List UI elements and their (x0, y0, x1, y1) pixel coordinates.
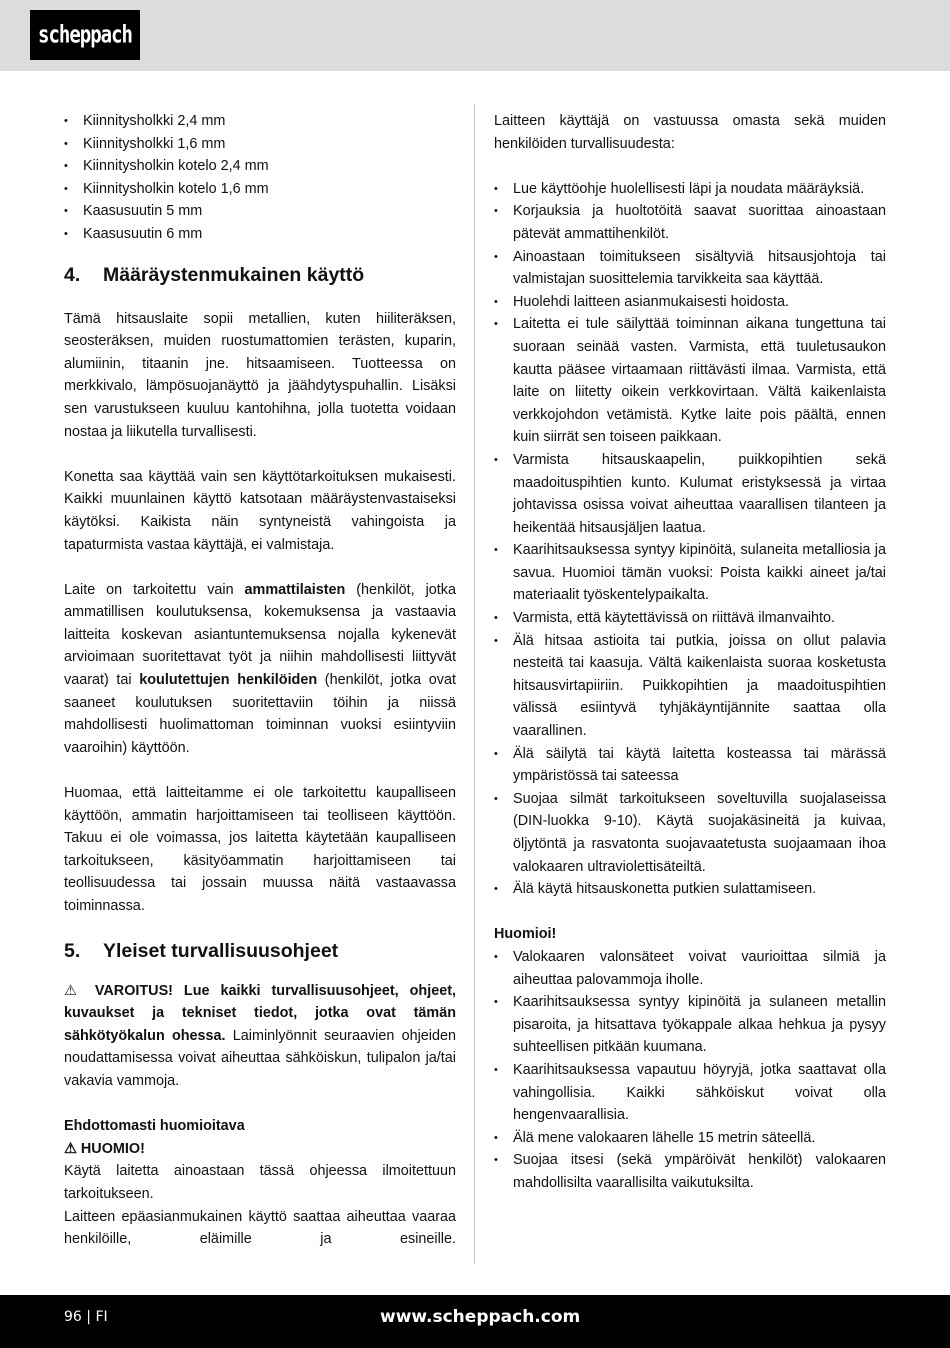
safety-list (494, 178, 886, 901)
list-item: • Kaarihitsauksessa vapautuu höyryjä, jotka saattavat olla vahingollisia. Kaikki sähköiskut voivat olla hengenvaarallisia. (494, 1059, 886, 1127)
bold-text: ammattilaisten (244, 581, 346, 598)
right-column (494, 110, 886, 1195)
list-item: • Älä käytä hitsauskonetta putkien sulattamiseen. (494, 878, 886, 901)
warning-icon: ⚠ (64, 982, 84, 999)
page-header (0, 0, 950, 71)
paragraph: Tämä hitsauslaite sopii metallien, kuten hiiliteräksen, seosteräksen, muiden ruostumattomien terästen, kuparin, alumiinin, titaanin jne. hitsaamiseen. Tuotteessa on merkkivalo, lämpösuojanäyttö ja jäähdytyspuhallin. Lisäksi sen varustukseen kuuluu kantohihna, jolla tuotetta voidaan nostaa ja liikutella turvallisesti. (64, 310, 456, 440)
list-item: • Kaarihitsauksessa syntyy kipinöitä, sulaneita metalliosia ja savua. Huomioi tämän vuoksi: Poista kaikki aineet ja/tai materiaalit työskentelypaikalta. (494, 539, 886, 607)
list-item: • Suojaa silmät tarkoitukseen soveltuvilla suojalaseissa (DIN-luokka 9-10). Käytä suojakäsineitä ja kuivaa, öljytöntä ja rasvatonta suojavaatetusta suojaamaan ihoa valokaaren ultraviolettisäteiltä. (494, 788, 886, 878)
list-item: • Huolehdi laitteen asianmukaisesti hoidosta. (494, 291, 886, 314)
list-item: • Älä hitsaa astioita tai putkia, joissa on ollut palavia nesteitä tai kaasuja. Vältä kaikenlaista suoraa kosketusta hitsausvirtapiiriin. Puikkopihtien ja maadoituspihtien välissä esiintyvä tyhjäkäyntijännite saattaa olla vaarallinen. (494, 630, 886, 743)
list-item: • Korjauksia ja huoltotöitä saavat suorittaa ainoastaan pätevät ammattihenkilöt. (494, 200, 886, 245)
paragraph: Huomaa, että laitteitamme ei ole tarkoitettu kaupalliseen käyttöön, ammatin harjoittamiseen tai teolliseen käyttöön. Takuu ei ole voimassa, jos laitetta käytetään kaupalliseen tarkoitukseen, käsityöammatin harjoittamiseen tai teollisuudessa tai jossain muussa näitä vastaavassa toiminnassa. (64, 785, 456, 914)
list-item: • Kiinnitysholkin kotelo 2,4 mm (64, 155, 456, 178)
list-item: • Varmista hitsauskaapelin, puikkopihtien sekä maadoituspihtien kunto. Kulumat eristyksessä ja virtaa johtavissa osissa voivat aiheuttaa vaarallisen tilanteen ja heikentää hitsausjäljen laatua. (494, 449, 886, 539)
list-item: • Kaarihitsauksessa syntyy kipinöitä ja sulaneen metallin pisaroita, ja hitsattava työkappale alkaa hehkua ja pysyy suhteellisen pitkään kuumana. (494, 991, 886, 1059)
warning-bold-text: VAROITUS! Lue kaikki turvallisuusohjeet, ohjeet, kuvaukset ja tekniset tiedot, jotka ovat tämän sähkötyökalun ohessa. (64, 982, 456, 1044)
text: HUOMIO! (80, 1140, 145, 1157)
list-item: • Kaasusuutin 5 mm (64, 200, 456, 223)
warning-paragraph (64, 980, 456, 1093)
warning-icon: ⚠ (64, 1140, 77, 1157)
note-list (494, 946, 886, 1195)
paragraph: Käytä laitetta ainoastaan tässä ohjeessa ilmoitettuun tarkoitukseen. (64, 1163, 456, 1202)
list-item: • Suojaa itsesi (sekä ympäröivät henkilöt) valokaaren mahdollisilta vaarallisilta vaikutuksilta. (494, 1149, 886, 1194)
page-indicator (64, 1309, 108, 1325)
list-item: • Kiinnitysholkin kotelo 1,6 mm (64, 178, 456, 201)
page-footer (0, 1295, 950, 1348)
intro-paragraph: Laitteen käyttäjä on vastuussa omasta sekä muiden henkilöiden turvallisuudesta: (494, 113, 886, 152)
list-item: • Kiinnitysholkki 1,6 mm (64, 133, 456, 156)
scheppach-logo: scheppach (30, 10, 140, 60)
list-item: • Kiinnitysholkki 2,4 mm (64, 110, 456, 133)
page-number: 96 (64, 1309, 82, 1325)
paragraph (64, 579, 456, 760)
list-item: • Ainoastaan toimitukseen sisältyviä hitsausjohtoja tai valmistajan suosittelemia tarvikkeita saa käyttää. (494, 246, 886, 291)
list-item: • Laitetta ei tule säilyttää toiminnan aikana tungettuna tai suoraan seinää vasten. Varmista, että tuuletusaukon kautta pääsee virtaamaan riittävästi ilmaa. Varmista, että laite on liitetty oikein verkkovirtaan. Vältä kaikenlaista verkkojohdon vetämistä. Kytke laite pois päältä, ennen kuin siirrät sen toiseen paikkaan. (494, 313, 886, 449)
text: (henkilöt, jotka ammatillisen koulutuksensa, kokemuksensa ja vastaavia laitteita koskevan asiantuntemuksensa nojalla kykenevät arvioimaan suoritettavat työt ja niihin mahdollisesti liittyvät vaarat) tai (64, 581, 456, 689)
section-title: Yleiset turvallisuusohjeet (103, 939, 339, 962)
list-item: • Lue käyttöohje huolellisesti läpi ja noudata määräyksiä. (494, 178, 886, 201)
section-number: 5. (64, 939, 81, 962)
section-4-heading (64, 260, 456, 290)
list-item: • Älä säilytä tai käytä laitetta kosteassa tai märässä ympäristössä tai sateessa (494, 743, 886, 788)
paragraph: Laitteen epäasianmukainen käyttö saattaa aiheuttaa vaaraa henkilöille, eläimille ja esineille. (64, 1208, 456, 1248)
caution-label (64, 1138, 456, 1161)
section-number: 4. (64, 263, 81, 286)
text: Laite on tarkoitettu vain (64, 581, 245, 598)
language-code: FI (95, 1309, 108, 1325)
note-heading: Huomioi! (494, 926, 557, 943)
list-item: • Varmista, että käytettävissä on riittävä ilmanvaihto. (494, 607, 886, 630)
bold-text: koulutettujen henkilöiden (139, 672, 318, 689)
paragraph: Konetta saa käyttää vain sen käyttötarkoituksen mukaisesti. Kaikki muunlainen käyttö katsotaan määräystenvastaiseksi käytöksi. Kaikista näin syntyneistä vahingoista ja tapaturmista vastaa käyttäjä, ei valmistaja. (64, 468, 456, 553)
website-link[interactable]: www.scheppach.com (380, 1307, 581, 1327)
section-title: Määräystenmukainen käyttö (103, 263, 365, 286)
must-note-heading: Ehdottomasti huomioitava (64, 1118, 245, 1135)
accessory-list (64, 110, 456, 246)
list-item: • Kaasusuutin 6 mm (64, 223, 456, 246)
list-item: • Valokaaren valonsäteet voivat vaurioittaa silmiä ja aiheuttaa palovammoja iholle. (494, 946, 886, 991)
text: Laiminlyönnit seuraavien ohjeiden noudattamisessa voivat aiheuttaa sähköiskun, tulipalon ja/tai vakavia vammoja. (64, 1027, 456, 1089)
separator: | (86, 1309, 91, 1325)
text: (henkilöt, jotka ovat saaneet koulutuksen suoritettaviin töihin ja niissä mahdollisesti huolimattoman toiminnan vuoksi esiintyviin vaaroihin) käyttöön. (64, 672, 457, 756)
column-divider (474, 104, 475, 1264)
list-item: • Älä mene valokaaren lähelle 15 metrin säteellä. (494, 1127, 886, 1150)
left-column (64, 110, 456, 1251)
section-5-heading (64, 936, 456, 966)
